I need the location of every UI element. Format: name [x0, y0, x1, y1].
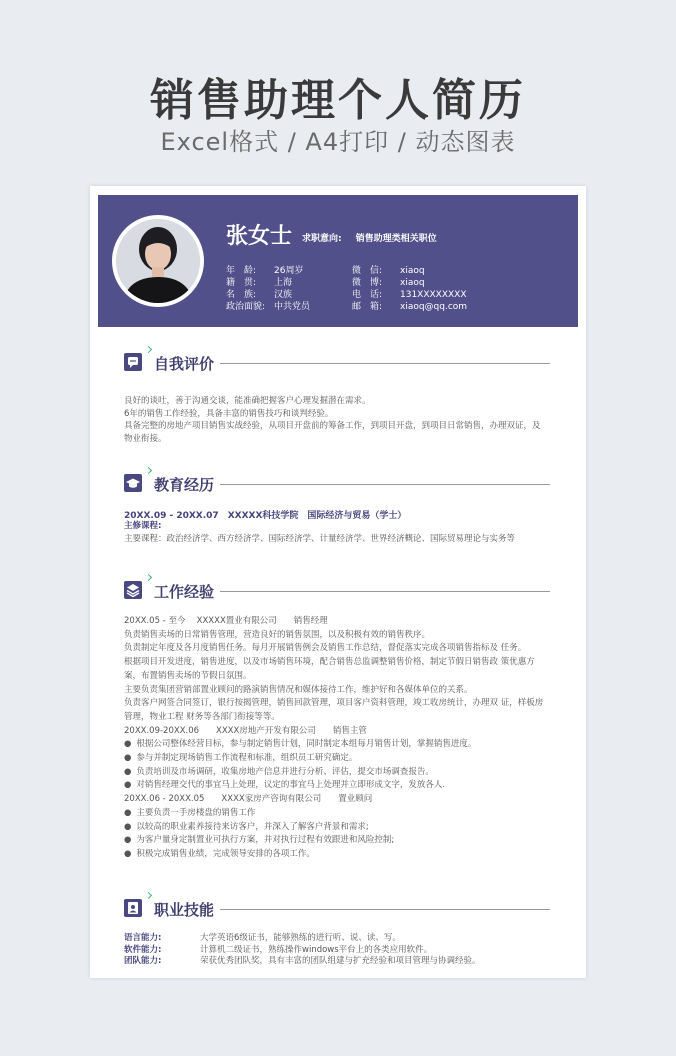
skill-row [124, 945, 481, 957]
job-header: 20XX.05 - 至今 XXXXX置业有限公司 销售经理 [124, 616, 328, 626]
profile-name: 张女士 [226, 224, 293, 249]
section-divider [220, 363, 550, 364]
job-header: 20XX.06 - 20XX.05 XXXX家房产咨询有限公司 置业顾问 [124, 794, 373, 805]
bullet-text: 以较高的职业素养接待来访客户，并深入了解客户背景和需求; [136, 821, 369, 832]
skill-value: 荣获优秀团队奖，具有丰富的团队组建与扩充经验和项目管理与协调经验。 [200, 956, 481, 966]
info-row [226, 265, 310, 277]
section-self-eval [124, 353, 554, 375]
info-row [352, 277, 467, 289]
info-key: 微 信: [352, 266, 383, 276]
bullet-text: 根据公司整体经营目标，参与制定销售计划，同时制定本组每月销售计划，掌握销售进度。 [136, 739, 477, 750]
bullet-text: 积极完成销售业绩，完成领导安排的各项工作。 [136, 848, 315, 859]
bullet-icon: ● [124, 753, 132, 764]
info-value: xiaoq [400, 266, 425, 276]
skill-row [124, 956, 481, 968]
job-bullet [124, 779, 548, 793]
info-key: 名 族: [226, 290, 257, 300]
job-line: 负责客户网签合同签订，银行按揭管理，销售回款管理，项目客户资料管理，竣工收房统计，办理双 证，样板房管理，物业工程 财务等各部门衔接等等。 [124, 698, 544, 722]
bullet-text: 为客户量身定制置业可执行方案，并对执行过程有效跟进和风险控制; [136, 835, 395, 846]
bullet-text: 对销售经理交代的事宜马上处理，议定的事宜马上处理并立即形成文字，发放各人. [136, 780, 446, 791]
section-title: 工作经验 [154, 583, 215, 601]
job-target-value: 销售助理类相关职位 [355, 234, 437, 244]
info-row [352, 265, 467, 277]
info-key: 年 龄: [226, 266, 257, 276]
job-line: 主要负责集团营销部置业顾问的路演销售情况和媒体接待工作，维护好和各媒体单位的关系。 [124, 684, 473, 695]
skill-value: 大学英语6级证书，能够熟练的进行听、说、读、写。 [200, 933, 401, 943]
graduation-cap-icon [124, 474, 142, 492]
info-row [226, 289, 310, 301]
info-value: 汉族 [274, 290, 293, 300]
bullet-icon: ● [124, 835, 132, 846]
avatar [112, 215, 204, 307]
skill-key: 语言能力: [124, 933, 162, 943]
bullet-icon: ● [124, 821, 132, 832]
job-line: 负责销售卖场的日常销售管理，营造良好的销售氛围，以及积极有效的销售秩序。 [124, 629, 431, 640]
info-key: 政治面貌: [226, 302, 266, 312]
info-row [226, 277, 310, 289]
job-line: 负责制定年度及各月度销售任务。每月开展销售例会及销售工作总结，督促落实完成各项销售指标及 任务。 [124, 643, 527, 654]
self-eval-body [124, 395, 548, 445]
section-work [124, 581, 554, 603]
info-key: 微 博: [352, 278, 383, 288]
person-badge-icon [124, 899, 142, 917]
job-bullet [124, 766, 548, 780]
page-subtitle: Excel格式 / A4打印 / 动态图表 [160, 128, 516, 156]
info-value: 中共党员 [274, 302, 311, 312]
bullet-icon: ● [124, 807, 132, 818]
profile-info-right [352, 265, 467, 313]
job-bullet [124, 807, 548, 821]
info-value: 131XXXXXXXX [400, 290, 467, 300]
section-divider [220, 909, 550, 910]
self-eval-line: 良好的谈吐，善于沟通交谈，能准确把握客户心理发掘潜在需求。 [124, 396, 371, 406]
education-entry: 20XX.09 - 20XX.07 XXXXX科技学院 国际经济与贸易（学士） [124, 511, 407, 521]
section-title: 自我评价 [154, 355, 215, 373]
bullet-icon: ● [124, 780, 132, 791]
skills-body [124, 933, 481, 968]
profile-info-left [226, 265, 310, 313]
section-education [124, 474, 554, 496]
self-eval-line: 具备完整的房地产项目销售实战经验，从项目开盘前的筹备工作，到项目开盘，到项目日常销售，办理双证，及物业衔接。 [124, 421, 541, 444]
bullet-icon: ● [124, 739, 132, 750]
bullet-text: 主要负责一手房楼盘的销售工作 [136, 807, 256, 818]
job-bullet [124, 848, 548, 862]
bullet-icon: ● [124, 766, 132, 777]
skill-key: 软件能力: [124, 944, 162, 955]
bullet-text: 负责培训及市场调研，收集房地产信息并进行分析、评估，提交市场调查报告。 [136, 766, 434, 777]
job-line: 根据项目开发进度，销售进度，以及市场销售环境，配合销售总监调整销售价格，制定节假日销售政 策优惠方案，布置销售卖场的节假日氛围。 [124, 657, 535, 681]
portrait-photo [116, 219, 200, 303]
section-divider [220, 484, 550, 485]
info-key: 电 话: [352, 290, 383, 300]
section-divider [220, 591, 550, 592]
job-target-label: 求职意向: [302, 234, 342, 244]
info-value: xiaoq@qq.com [400, 302, 468, 312]
resume-paper [90, 186, 586, 978]
info-key: 邮 箱: [352, 302, 383, 312]
bullet-text: 参与并制定现场销售工作流程和标准，组织员工研究确定。 [136, 753, 358, 764]
info-value: xiaoq [400, 278, 425, 288]
chat-bubble-icon [124, 353, 142, 371]
courses-label: 主修课程: [124, 521, 162, 531]
job-target [302, 231, 451, 244]
job-bullet [124, 821, 548, 835]
skill-row [124, 933, 481, 945]
page-title: 销售助理个人简历 [150, 75, 526, 126]
section-title: 教育经历 [154, 476, 215, 494]
self-eval-line: 6年的销售工作经验，具备丰富的销售技巧和谈判经验。 [124, 408, 334, 419]
profile-header [98, 195, 578, 327]
bullet-icon: ● [124, 848, 132, 859]
section-title: 职业技能 [154, 901, 215, 919]
skill-key: 团队能力: [124, 956, 162, 966]
job-bullet [124, 752, 548, 766]
section-skills [124, 899, 554, 921]
info-value: 26周岁 [274, 266, 304, 276]
work-body [124, 615, 548, 862]
info-value: 上海 [274, 278, 293, 288]
education-body [124, 520, 548, 545]
job-bullet [124, 738, 548, 752]
job-bullet [124, 834, 548, 848]
courses-text: 主要课程：政治经济学、西方经济学、国际经济学、计量经济学、世界经济概论、国际贸易理论与实务等 [124, 533, 516, 544]
info-row [226, 301, 310, 313]
job-header: 20XX.09-20XX.06 XXXX房地产开发有限公司 销售主管 [124, 725, 367, 736]
info-row [352, 289, 467, 301]
skill-value: 计算机二级证书，熟练操作windows平台上的各类应用软件。 [200, 944, 433, 955]
info-row [352, 301, 467, 313]
layers-icon [124, 581, 142, 599]
info-key: 籍 贯: [226, 278, 257, 288]
